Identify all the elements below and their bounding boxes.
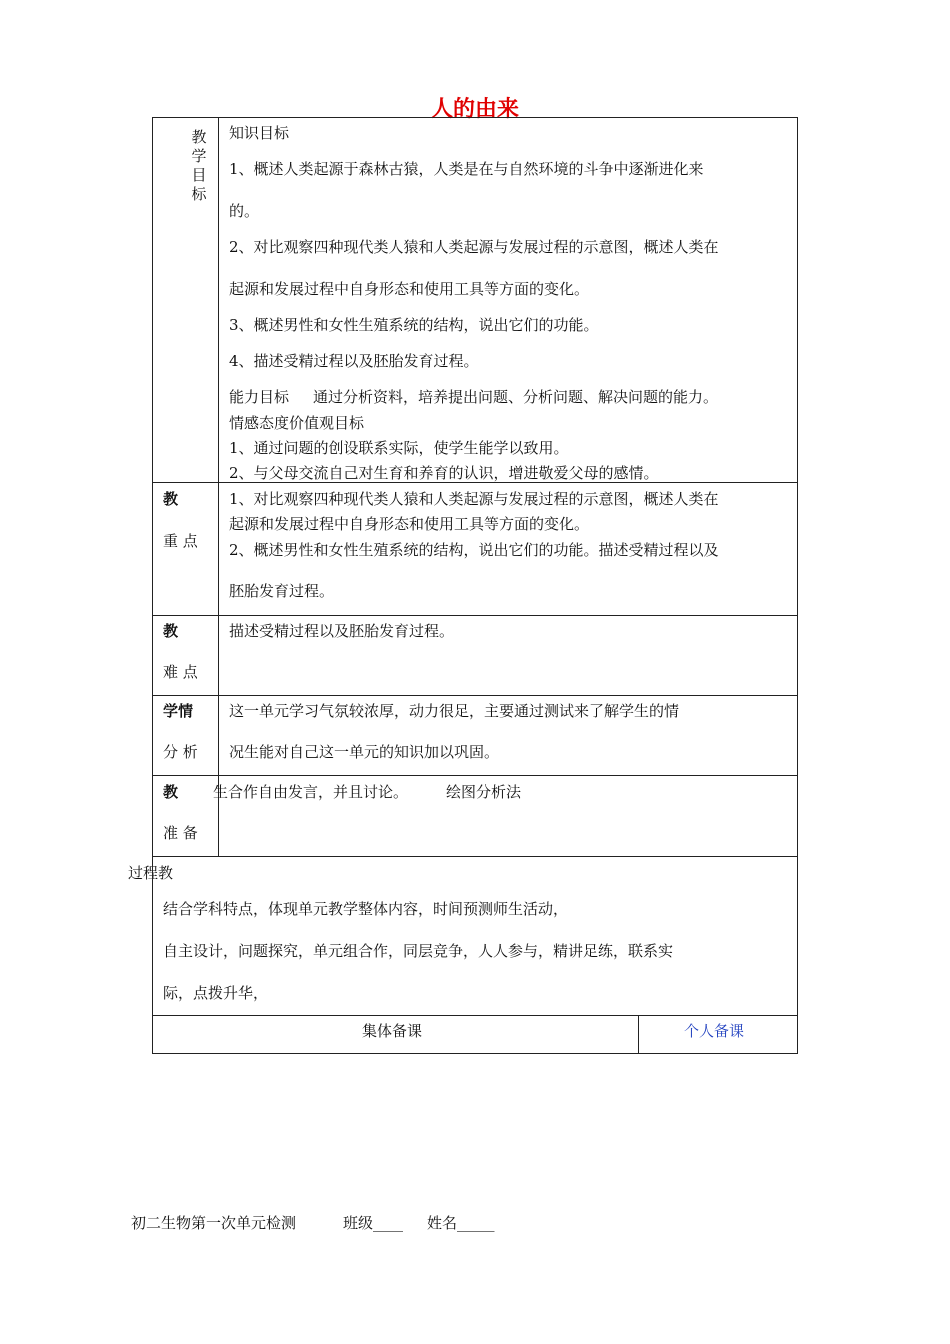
analysis-label-top: 学情 [163,702,194,720]
emotion-goal-label: 情感态度价值观目标 [229,414,365,432]
preparation-text-1: 生合作自由发言，并且讨论。 [213,783,409,801]
emotion-item-1: 1、通过问题的创设联系实际，使学生能学以致用。 [229,439,569,457]
difficulties-label-bottom: 难 点 [163,663,198,681]
bottom-test-title: 初二生物第一次单元检测 [131,1214,297,1232]
knowledge-goal-label: 知识目标 [229,124,290,142]
knowledge-item-2a: 2、对比观察四种现代类人猿和人类起源与发展过程的示意图，概述人类在 [229,238,719,256]
personal-prep-label: 个人备课 [684,1022,745,1040]
key-points-label-top: 教 [163,490,179,508]
ability-goal-label: 能力目标 [229,388,290,406]
preparation-text-2: 绘图分析法 [446,783,522,801]
knowledge-item-1b: 的。 [229,202,260,220]
key-point-1a: 1、对比观察四种现代类人猿和人类起源与发展过程的示意图，概述人类在 [229,490,719,508]
knowledge-item-2b: 起源和发展过程中自身形态和使用工具等方面的变化。 [229,280,590,298]
knowledge-item-1a: 1、概述人类起源于森林古猿，人类是在与自然环境的斗争中逐渐进化来 [229,160,704,178]
difficulties-text: 描述受精过程以及胚胎发育过程。 [229,622,455,640]
analysis-line-2: 况生能对自己这一单元的知识加以巩固。 [229,743,500,761]
preparation-label-top: 教 [163,783,179,801]
process-line-2: 自主设计，问题探究，单元组合作，同层竞争，人人参与，精讲足练，联系实 [163,942,674,960]
key-points-label-bottom: 重 点 [163,532,198,550]
key-point-1b: 起源和发展过程中自身形态和使用工具等方面的变化。 [229,515,590,533]
analysis-line-1: 这一单元学习气氛较浓厚，动力很足，主要通过测试来了解学生的情 [229,702,680,720]
preparation-label-bottom: 准 备 [163,824,198,842]
analysis-label-bottom: 分 析 [163,743,198,761]
difficulties-label-top: 教 [163,622,179,640]
class-field-label: 班级____ [343,1214,404,1232]
knowledge-item-4: 4、描述受精过程以及胚胎发育过程。 [229,352,479,370]
knowledge-item-3: 3、概述男性和女性生殖系统的结构，说出它们的功能。 [229,316,599,334]
process-label: 过程教 [128,864,174,882]
key-point-2b: 胚胎发育过程。 [229,582,335,600]
page-title: 人的由来 [430,97,519,122]
name-field-label: 姓名_____ [427,1214,495,1232]
emotion-item-2: 2、与父母交流自己对生育和养育的认识，增进敬爱父母的感情。 [229,464,659,482]
group-prep-label: 集体备课 [362,1022,423,1040]
process-line-3: 际，点拨升华， [163,984,269,1002]
ability-goal-text: 通过分析资料，培养提出问题、分析问题、解决问题的能力。 [313,388,719,406]
process-line-1: 结合学科特点，体现单元教学整体内容，时间预测师生活动， [163,900,569,918]
key-point-2a: 2、概述男性和女性生殖系统的结构，说出它们的功能。描述受精过程以及 [229,541,719,559]
objectives-label: 教学目标 [191,128,207,203]
